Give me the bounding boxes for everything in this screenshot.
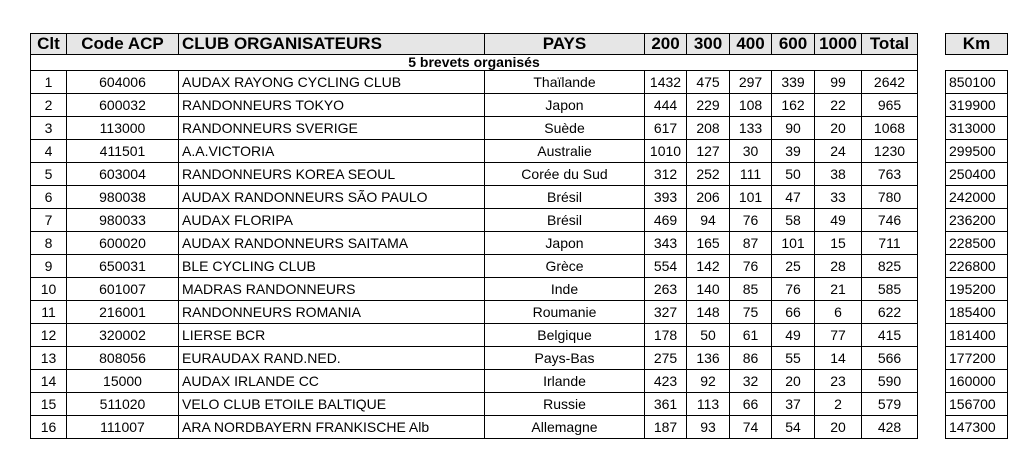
- rank-cell: 2: [31, 94, 67, 117]
- rank-cell: 3: [31, 117, 67, 140]
- d1000-cell: 49: [815, 209, 862, 232]
- d1000-cell: 15: [815, 232, 862, 255]
- d200-cell: 312: [645, 163, 687, 186]
- code-cell: 113000: [67, 117, 179, 140]
- total-cell: 763: [862, 163, 918, 186]
- d200-cell: 393: [645, 186, 687, 209]
- club-cell: RANDONNEURS SVERIGE: [179, 117, 485, 140]
- country-cell: Pays-Bas: [485, 347, 645, 370]
- code-cell: 320002: [67, 324, 179, 347]
- km-row: [946, 393, 1008, 416]
- code-cell: 600032: [67, 94, 179, 117]
- d600-cell: 339: [772, 71, 815, 94]
- d300-cell: 229: [687, 94, 730, 117]
- d200-cell: 1432: [645, 71, 687, 94]
- country-cell: Roumanie: [485, 301, 645, 324]
- d300-cell: 92: [687, 370, 730, 393]
- club-cell: AUDAX RANDONNEURS SÃO PAULO: [179, 186, 485, 209]
- total-cell: 2642: [862, 71, 918, 94]
- km-cell: 236200: [946, 209, 1008, 232]
- km-cell: 850100: [946, 71, 1008, 94]
- d200-cell: 617: [645, 117, 687, 140]
- rank-cell: 1: [31, 71, 67, 94]
- table-row: [31, 416, 918, 439]
- d400-cell: 76: [730, 209, 772, 232]
- header-km: Km: [946, 34, 1008, 55]
- club-cell: AUDAX FLORIPA: [179, 209, 485, 232]
- km-row: [946, 416, 1008, 439]
- d1000-cell: 23: [815, 370, 862, 393]
- total-cell: 415: [862, 324, 918, 347]
- d200-cell: 327: [645, 301, 687, 324]
- code-cell: 980038: [67, 186, 179, 209]
- header-total: Total: [862, 34, 918, 55]
- results-table: [30, 33, 918, 439]
- country-cell: Thaïlande: [485, 71, 645, 94]
- km-cell: 181400: [946, 324, 1008, 347]
- table-row: [31, 347, 918, 370]
- country-cell: Grèce: [485, 255, 645, 278]
- d600-cell: 58: [772, 209, 815, 232]
- km-row: [946, 117, 1008, 140]
- code-cell: 411501: [67, 140, 179, 163]
- d1000-cell: 24: [815, 140, 862, 163]
- d1000-cell: 77: [815, 324, 862, 347]
- rank-cell: 9: [31, 255, 67, 278]
- table-row: [31, 301, 918, 324]
- km-row: [946, 71, 1008, 94]
- d200-cell: 554: [645, 255, 687, 278]
- club-cell: A.A.VICTORIA: [179, 140, 485, 163]
- total-cell: 590: [862, 370, 918, 393]
- header-row: [31, 34, 918, 55]
- total-cell: 780: [862, 186, 918, 209]
- d1000-cell: 6: [815, 301, 862, 324]
- km-row: [946, 347, 1008, 370]
- d400-cell: 108: [730, 94, 772, 117]
- km-cell: 147300: [946, 416, 1008, 439]
- header-1000: 1000: [815, 34, 862, 55]
- club-cell: RANDONNEURS KOREA SEOUL: [179, 163, 485, 186]
- header-country: PAYS: [485, 34, 645, 55]
- d600-cell: 47: [772, 186, 815, 209]
- rank-cell: 7: [31, 209, 67, 232]
- header-600: 600: [772, 34, 815, 55]
- rank-cell: 8: [31, 232, 67, 255]
- km-table: [945, 33, 1008, 439]
- country-cell: Suède: [485, 117, 645, 140]
- d200-cell: 263: [645, 278, 687, 301]
- d1000-cell: 14: [815, 347, 862, 370]
- d200-cell: 361: [645, 393, 687, 416]
- d300-cell: 252: [687, 163, 730, 186]
- km-header-row: [946, 34, 1008, 55]
- d600-cell: 54: [772, 416, 815, 439]
- table-row: [31, 232, 918, 255]
- d300-cell: 475: [687, 71, 730, 94]
- d1000-cell: 38: [815, 163, 862, 186]
- club-cell: EURAUDAX RAND.NED.: [179, 347, 485, 370]
- country-cell: Brésil: [485, 186, 645, 209]
- rank-cell: 15: [31, 393, 67, 416]
- d300-cell: 127: [687, 140, 730, 163]
- km-cell: 156700: [946, 393, 1008, 416]
- club-cell: MADRAS RANDONNEURS: [179, 278, 485, 301]
- d1000-cell: 20: [815, 117, 862, 140]
- d400-cell: 297: [730, 71, 772, 94]
- group-row: [31, 55, 918, 71]
- rank-cell: 6: [31, 186, 67, 209]
- club-cell: AUDAX RAYONG CYCLING CLUB: [179, 71, 485, 94]
- km-row: [946, 255, 1008, 278]
- d600-cell: 25: [772, 255, 815, 278]
- d300-cell: 206: [687, 186, 730, 209]
- d400-cell: 30: [730, 140, 772, 163]
- table-row: [31, 393, 918, 416]
- d400-cell: 74: [730, 416, 772, 439]
- code-cell: 15000: [67, 370, 179, 393]
- d1000-cell: 28: [815, 255, 862, 278]
- d600-cell: 39: [772, 140, 815, 163]
- km-cell: 177200: [946, 347, 1008, 370]
- table-row: [31, 278, 918, 301]
- km-cell: 160000: [946, 370, 1008, 393]
- d600-cell: 50: [772, 163, 815, 186]
- d400-cell: 85: [730, 278, 772, 301]
- table-row: [31, 255, 918, 278]
- rank-cell: 12: [31, 324, 67, 347]
- table-row: [31, 370, 918, 393]
- d300-cell: 208: [687, 117, 730, 140]
- club-cell: LIERSE BCR: [179, 324, 485, 347]
- d1000-cell: 21: [815, 278, 862, 301]
- country-cell: Japon: [485, 232, 645, 255]
- total-cell: 622: [862, 301, 918, 324]
- d300-cell: 140: [687, 278, 730, 301]
- km-row: [946, 209, 1008, 232]
- table-row: [31, 71, 918, 94]
- d400-cell: 32: [730, 370, 772, 393]
- km-row: [946, 232, 1008, 255]
- country-cell: Corée du Sud: [485, 163, 645, 186]
- country-cell: Japon: [485, 94, 645, 117]
- km-row: [946, 186, 1008, 209]
- total-cell: 585: [862, 278, 918, 301]
- club-cell: AUDAX IRLANDE CC: [179, 370, 485, 393]
- header-club: CLUB ORGANISATEURS: [179, 34, 485, 55]
- header-300: 300: [687, 34, 730, 55]
- code-cell: 600020: [67, 232, 179, 255]
- d300-cell: 93: [687, 416, 730, 439]
- code-cell: 604006: [67, 71, 179, 94]
- rank-cell: 13: [31, 347, 67, 370]
- d400-cell: 101: [730, 186, 772, 209]
- code-cell: 603004: [67, 163, 179, 186]
- d400-cell: 61: [730, 324, 772, 347]
- header-rank: Clt: [31, 34, 67, 55]
- rank-cell: 10: [31, 278, 67, 301]
- country-cell: Australie: [485, 140, 645, 163]
- d600-cell: 90: [772, 117, 815, 140]
- d300-cell: 165: [687, 232, 730, 255]
- km-row: [946, 163, 1008, 186]
- km-row: [946, 278, 1008, 301]
- d400-cell: 111: [730, 163, 772, 186]
- total-cell: 1230: [862, 140, 918, 163]
- group-label: 5 brevets organisés: [31, 55, 918, 71]
- rank-cell: 14: [31, 370, 67, 393]
- club-cell: RANDONNEURS ROMANIA: [179, 301, 485, 324]
- d1000-cell: 22: [815, 94, 862, 117]
- header-200: 200: [645, 34, 687, 55]
- d200-cell: 275: [645, 347, 687, 370]
- table-row: [31, 140, 918, 163]
- code-cell: 111007: [67, 416, 179, 439]
- club-cell: RANDONNEURS TOKYO: [179, 94, 485, 117]
- rank-cell: 11: [31, 301, 67, 324]
- d1000-cell: 20: [815, 416, 862, 439]
- km-cell: 226800: [946, 255, 1008, 278]
- code-cell: 980033: [67, 209, 179, 232]
- d300-cell: 50: [687, 324, 730, 347]
- total-cell: 965: [862, 94, 918, 117]
- d600-cell: 49: [772, 324, 815, 347]
- total-cell: 711: [862, 232, 918, 255]
- km-cell: 185400: [946, 301, 1008, 324]
- d400-cell: 66: [730, 393, 772, 416]
- table-row: [31, 163, 918, 186]
- km-cell: 319900: [946, 94, 1008, 117]
- code-cell: 511020: [67, 393, 179, 416]
- d400-cell: 75: [730, 301, 772, 324]
- table-row: [31, 94, 918, 117]
- d200-cell: 423: [645, 370, 687, 393]
- country-cell: Irlande: [485, 370, 645, 393]
- d200-cell: 343: [645, 232, 687, 255]
- d1000-cell: 2: [815, 393, 862, 416]
- country-cell: Russie: [485, 393, 645, 416]
- d200-cell: 187: [645, 416, 687, 439]
- d600-cell: 76: [772, 278, 815, 301]
- d600-cell: 20: [772, 370, 815, 393]
- total-cell: 579: [862, 393, 918, 416]
- km-cell: 195200: [946, 278, 1008, 301]
- club-cell: BLE CYCLING CLUB: [179, 255, 485, 278]
- d600-cell: 162: [772, 94, 815, 117]
- total-cell: 1068: [862, 117, 918, 140]
- total-cell: 428: [862, 416, 918, 439]
- d600-cell: 55: [772, 347, 815, 370]
- km-row: [946, 301, 1008, 324]
- d300-cell: 94: [687, 209, 730, 232]
- country-cell: Allemagne: [485, 416, 645, 439]
- code-cell: 216001: [67, 301, 179, 324]
- code-cell: 808056: [67, 347, 179, 370]
- header-400: 400: [730, 34, 772, 55]
- country-cell: Belgique: [485, 324, 645, 347]
- d300-cell: 113: [687, 393, 730, 416]
- country-cell: Brésil: [485, 209, 645, 232]
- country-cell: Inde: [485, 278, 645, 301]
- d1000-cell: 99: [815, 71, 862, 94]
- code-cell: 650031: [67, 255, 179, 278]
- km-row: [946, 94, 1008, 117]
- km-row: [946, 370, 1008, 393]
- d400-cell: 87: [730, 232, 772, 255]
- d300-cell: 142: [687, 255, 730, 278]
- km-cell: 313000: [946, 117, 1008, 140]
- km-row: [946, 324, 1008, 347]
- club-cell: VELO CLUB ETOILE BALTIQUE: [179, 393, 485, 416]
- rank-cell: 4: [31, 140, 67, 163]
- d400-cell: 76: [730, 255, 772, 278]
- code-cell: 601007: [67, 278, 179, 301]
- d400-cell: 133: [730, 117, 772, 140]
- d1000-cell: 33: [815, 186, 862, 209]
- d300-cell: 136: [687, 347, 730, 370]
- total-cell: 746: [862, 209, 918, 232]
- header-code: Code ACP: [67, 34, 179, 55]
- club-cell: AUDAX RANDONNEURS SAITAMA: [179, 232, 485, 255]
- d200-cell: 444: [645, 94, 687, 117]
- d200-cell: 178: [645, 324, 687, 347]
- km-cell: 242000: [946, 186, 1008, 209]
- km-cell: 228500: [946, 232, 1008, 255]
- table-row: [31, 209, 918, 232]
- km-cell: 250400: [946, 163, 1008, 186]
- d600-cell: 66: [772, 301, 815, 324]
- club-cell: ARA NORDBAYERN FRANKISCHE Alb: [179, 416, 485, 439]
- d200-cell: 1010: [645, 140, 687, 163]
- total-cell: 825: [862, 255, 918, 278]
- d200-cell: 469: [645, 209, 687, 232]
- total-cell: 566: [862, 347, 918, 370]
- d600-cell: 101: [772, 232, 815, 255]
- rank-cell: 5: [31, 163, 67, 186]
- table-row: [31, 117, 918, 140]
- d600-cell: 37: [772, 393, 815, 416]
- km-row: [946, 140, 1008, 163]
- d300-cell: 148: [687, 301, 730, 324]
- km-spacer: [946, 55, 1008, 71]
- table-row: [31, 324, 918, 347]
- table-row: [31, 186, 918, 209]
- rank-cell: 16: [31, 416, 67, 439]
- km-cell: 299500: [946, 140, 1008, 163]
- d400-cell: 86: [730, 347, 772, 370]
